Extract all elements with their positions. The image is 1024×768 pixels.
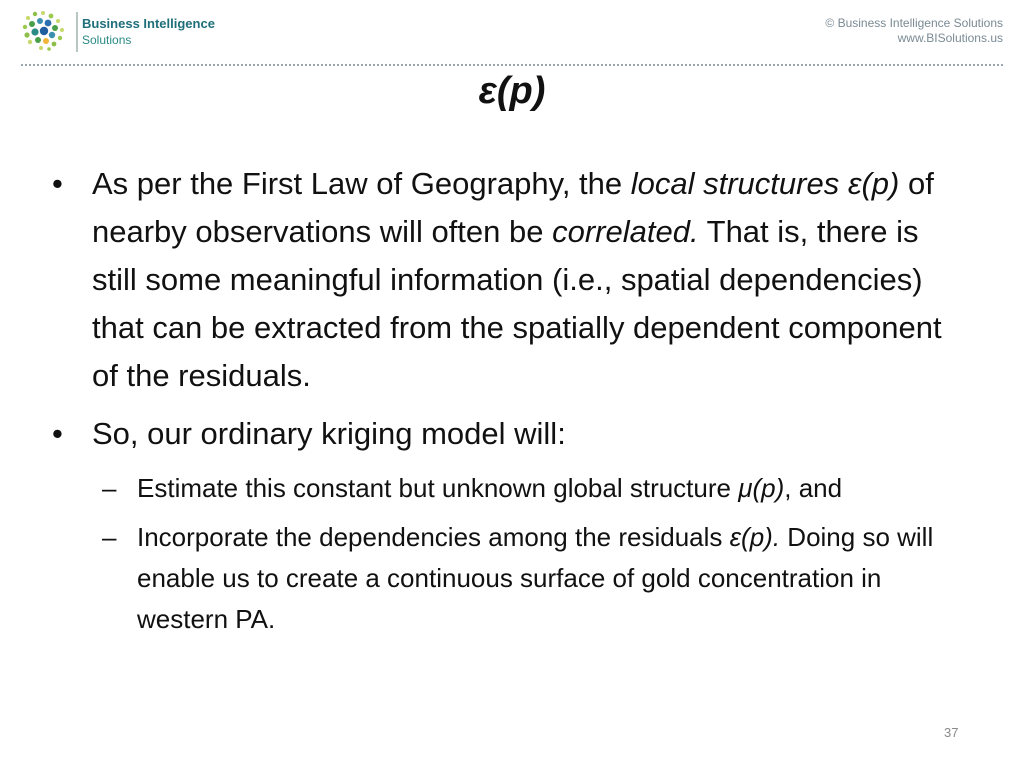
logo: [20, 8, 240, 54]
bullet-icon: •: [52, 416, 63, 451]
bullet-text: As per the First Law of Geography, the: [92, 166, 631, 201]
bullet-emphasis: local structures ε(p): [630, 166, 900, 201]
bullet-emphasis: correlated.: [552, 214, 699, 249]
copyright-text: © Business Intelligence Solutions: [825, 16, 1003, 30]
slide-body: [52, 160, 942, 648]
bullet-icon: •: [52, 166, 63, 201]
bullet-text: of nearby observations will often be: [92, 166, 934, 249]
header-divider: [21, 64, 1003, 66]
sub-bullet-text: Incorporate the dependencies among the residuals: [137, 522, 730, 552]
copyright-block: [825, 16, 1003, 46]
website-url: www.BISolutions.us: [897, 31, 1003, 45]
bullet-text: So, our ordinary kriging model will:: [92, 416, 566, 451]
sub-bullet-text: , and: [784, 473, 843, 503]
bullet-item: [52, 410, 942, 458]
logo-subtitle: Solutions: [82, 33, 132, 47]
bullet-item: [52, 160, 942, 400]
sub-bullet-emphasis: μ(p): [738, 473, 785, 503]
logo-divider: [76, 12, 78, 52]
sub-bullet-emphasis: ε(p).: [729, 522, 781, 552]
logo-title: Business Intelligence: [82, 16, 215, 31]
sub-bullet-item: [102, 468, 942, 509]
slide-title: ε(p): [478, 70, 546, 112]
dash-icon: –: [102, 522, 117, 552]
sub-bullet-item: [102, 517, 942, 640]
sub-bullet-text: Estimate this constant but unknown global structure: [137, 473, 739, 503]
sub-bullet-list: [102, 468, 942, 640]
bi-logo-icon: [20, 8, 70, 54]
bullet-text: That is, there is still some meaningful information (i.e., spatial dependencies) that can be extracted from the spatially dependent component of the residuals.: [92, 214, 942, 393]
dash-icon: –: [102, 473, 117, 503]
slide-number: 37: [944, 725, 959, 740]
sub-bullet-text: Doing so will enable us to create a continuous surface of gold concentration in western PA.: [137, 522, 934, 634]
